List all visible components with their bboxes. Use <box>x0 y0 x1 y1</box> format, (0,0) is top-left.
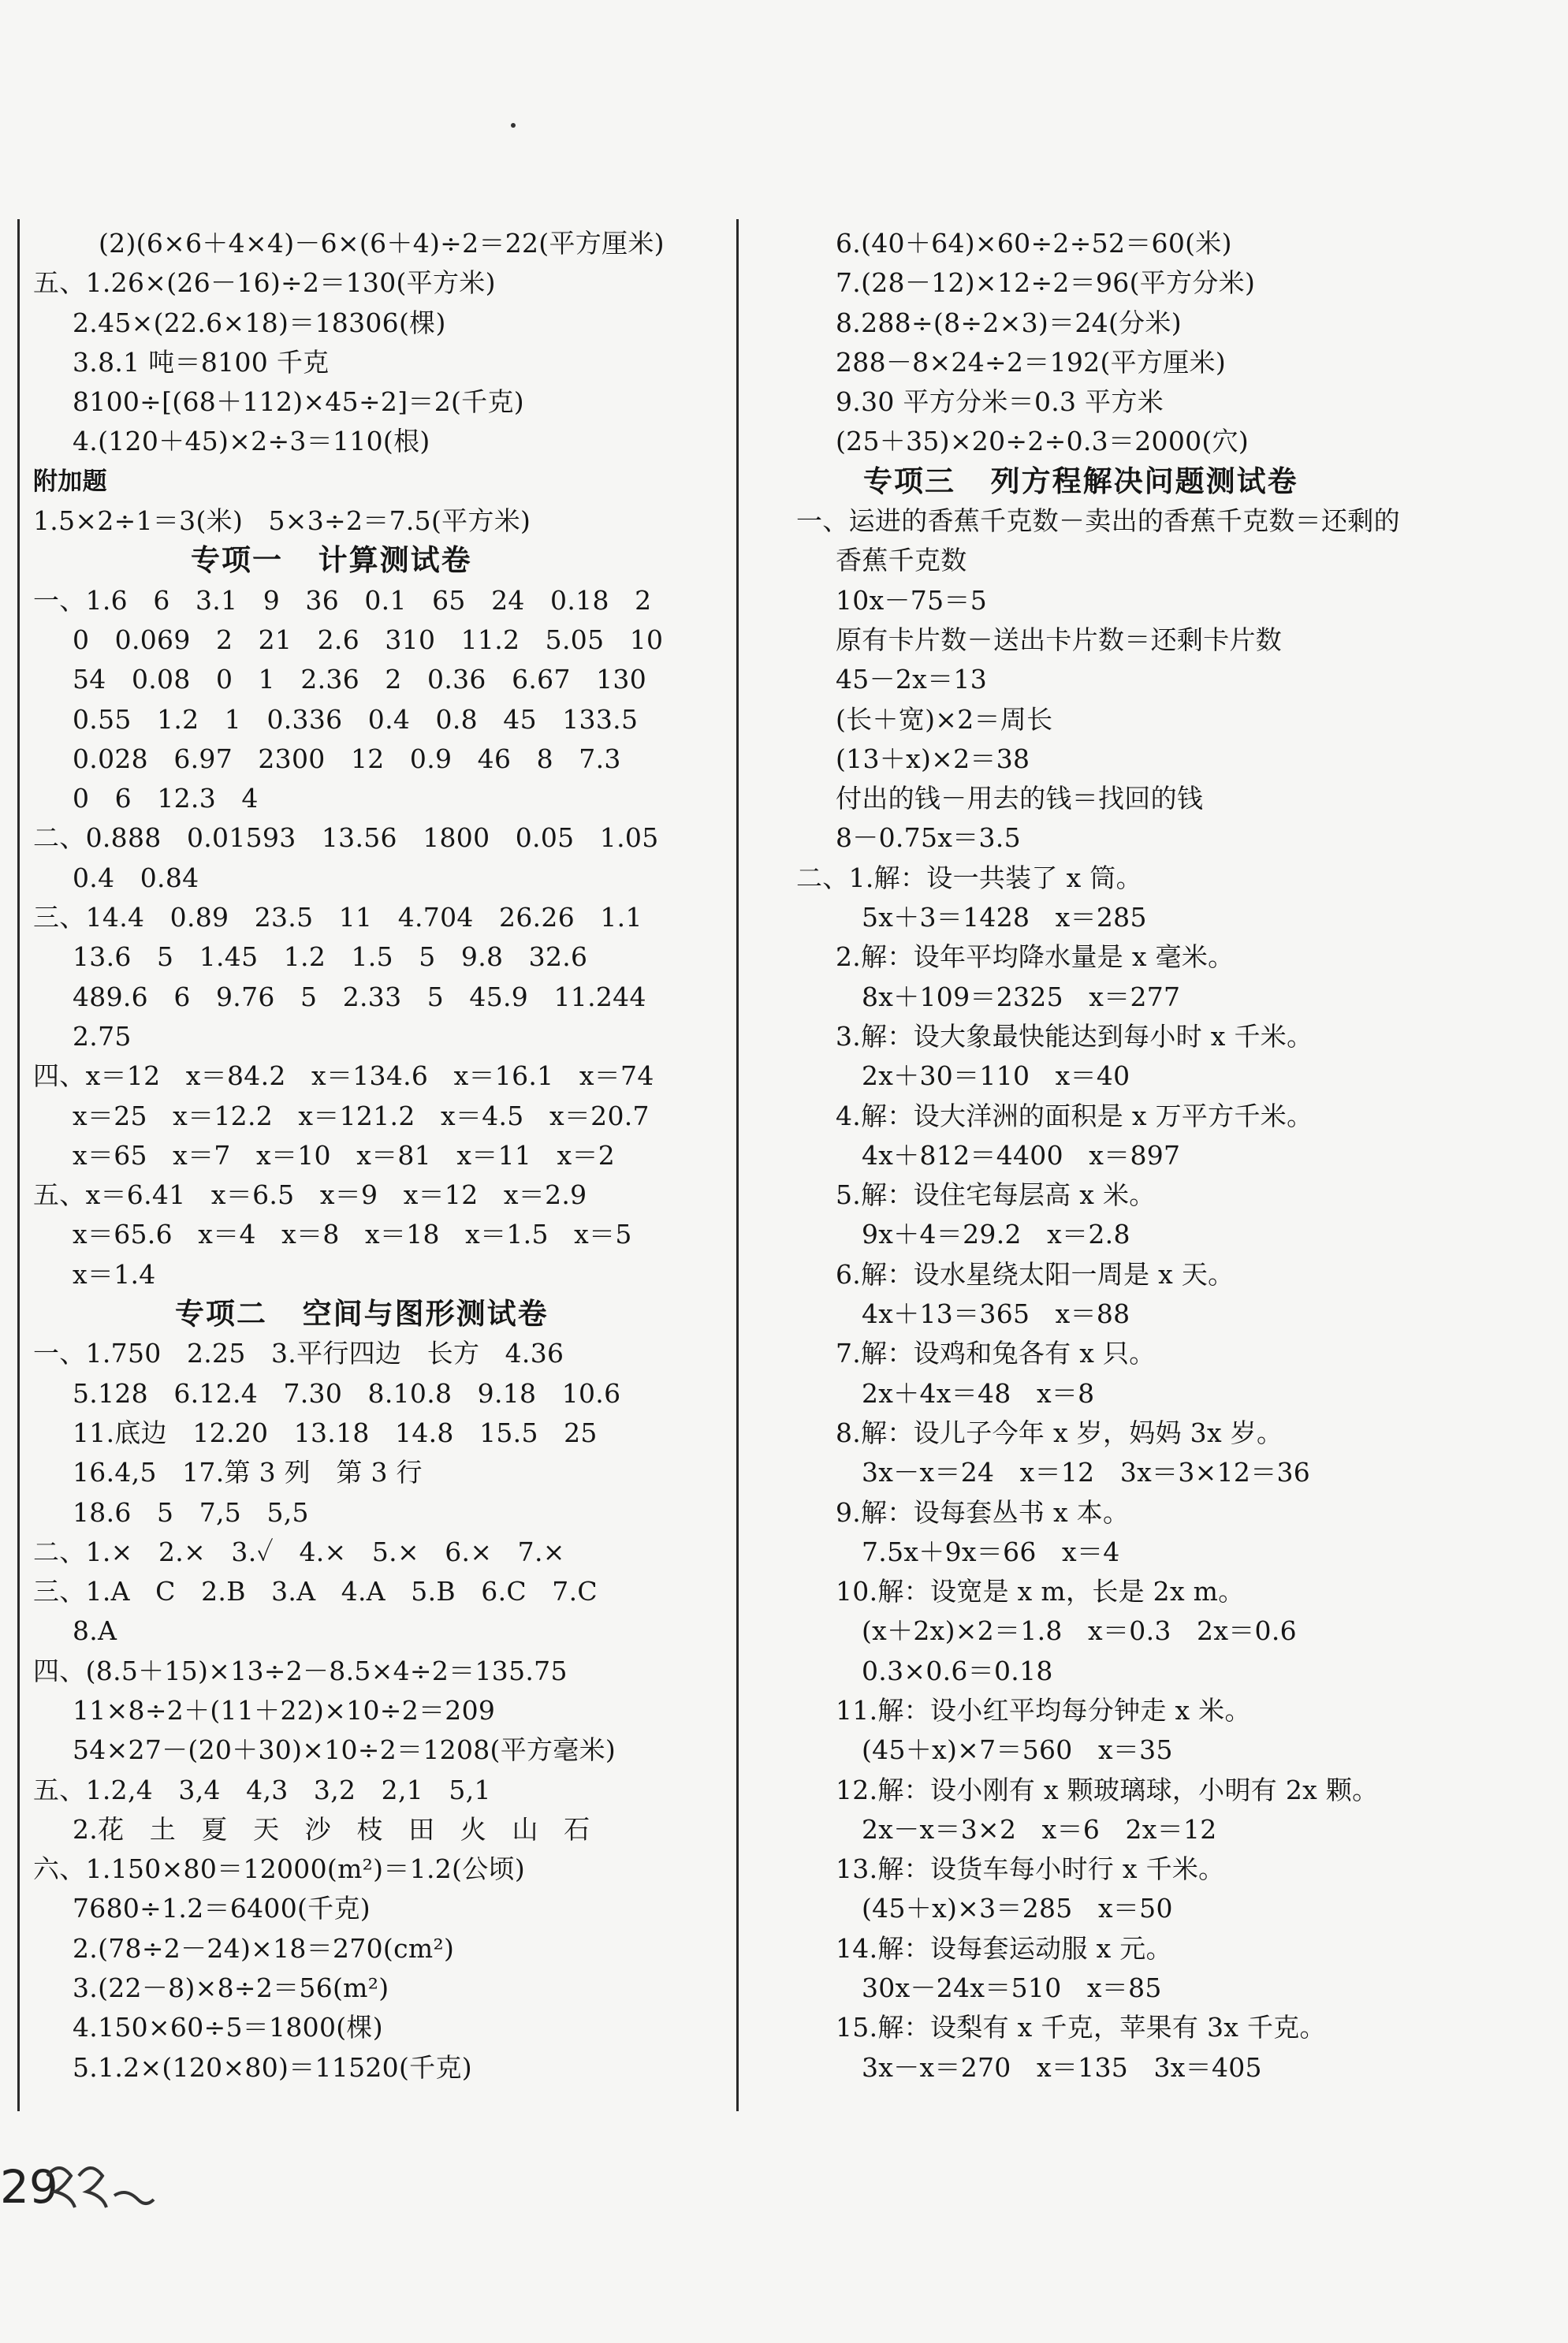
answer-line: 2x＋4x＝48 x＝8 <box>862 1377 1095 1409</box>
answer-line: 1.5×2÷1＝3(米) 5×3÷2＝7.5(平方米) <box>33 505 531 537</box>
answer-line: x＝65 x＝7 x＝10 x＝81 x＝11 x＝2 <box>73 1139 616 1171</box>
answer-line: 10.解：设宽是 x m，长是 2x m。 <box>836 1576 1245 1607</box>
answer-line: 2x＋30＝110 x＝40 <box>862 1060 1130 1092</box>
answer-line: 14.解：设每套运动服 x 元。 <box>836 1932 1172 1964</box>
answer-line: 0.028 6.97 2300 12 0.9 46 8 7.3 <box>73 743 621 774</box>
answer-line: 四、(8.5＋15)×13÷2－8.5×4÷2＝135.75 <box>33 1655 568 1686</box>
answer-line: (长＋宽)×2＝周长 <box>836 703 1053 735</box>
answer-line: 五、1.26×(26－16)÷2＝130(平方米) <box>33 267 496 299</box>
answer-line: 一、运进的香蕉千克数－卖出的香蕉千克数＝还剩的 <box>796 505 1400 537</box>
answer-line: 13.解：设货车每小时行 x 千米。 <box>836 1853 1225 1885</box>
answer-line: 54×27－(20＋30)×10÷2＝1208(平方毫米) <box>73 1734 616 1766</box>
answer-line: 11×8÷2＋(11＋22)×10÷2＝209 <box>73 1694 496 1726</box>
answer-line: 7.5x＋9x＝66 x＝4 <box>862 1536 1120 1567</box>
answer-line: 0.3×0.6＝0.18 <box>862 1655 1053 1686</box>
answer-line: 5.1.2×(120×80)＝11520(千克) <box>73 2051 472 2083</box>
page-number: 29 <box>0 2160 58 2214</box>
left-margin-rule <box>17 219 20 2111</box>
answer-line: 4.150×60÷5＝1800(棵) <box>73 2012 383 2043</box>
answer-line: 2.解：设年平均降水量是 x 毫米。 <box>836 941 1235 973</box>
answer-line: (13＋x)×2＝38 <box>836 743 1030 774</box>
answer-line: 2.75 <box>73 1020 132 1052</box>
answer-line: 30x－24x＝510 x＝85 <box>862 1972 1162 2004</box>
answer-line: 10x－75＝5 <box>836 584 987 616</box>
answer-line: 11.解：设小红平均每分钟走 x 米。 <box>836 1694 1251 1726</box>
answer-line: x＝1.4 <box>73 1258 156 1290</box>
subsection-heading: 附加题 <box>33 467 107 496</box>
answer-line: 4x＋13＝365 x＝88 <box>862 1298 1130 1330</box>
handwritten-scribble <box>39 2152 158 2223</box>
answer-line: 2x－x＝3×2 x＝6 2x＝12 <box>862 1813 1217 1845</box>
answer-line: 9.解：设每套丛书 x 本。 <box>836 1496 1130 1528</box>
answer-line: (45＋x)×3＝285 x＝50 <box>862 1893 1173 1924</box>
answer-line: (45＋x)×7＝560 x＝35 <box>862 1734 1173 1766</box>
answer-line: 9.30 平方分米＝0.3 平方米 <box>836 386 1164 418</box>
answer-line: 5x＋3＝1428 x＝285 <box>862 902 1147 933</box>
answer-line: 2.花 土 夏 天 沙 枝 田 火 山 石 <box>73 1813 590 1845</box>
answer-line: 3.(22－8)×8÷2＝56(m²) <box>73 1972 389 2004</box>
answer-line: 3x－x＝270 x＝135 3x＝405 <box>862 2051 1262 2083</box>
answer-line: 原有卡片数－送出卡片数＝还剩卡片数 <box>836 624 1283 655</box>
answer-line: 8.288÷(8÷2×3)＝24(分米) <box>836 307 1182 338</box>
answer-line: 7.(28－12)×12÷2＝96(平方分米) <box>836 267 1256 299</box>
answer-line: 一、1.6 6 3.1 9 36 0.1 65 24 0.18 2 <box>33 584 652 616</box>
answer-line: 7.解：设鸡和兔各有 x 只。 <box>836 1338 1156 1369</box>
section-heading: 专项一 计算测试卷 <box>191 543 472 578</box>
answer-line: 一、1.750 2.25 3.平行四边 长方 4.36 <box>33 1338 564 1369</box>
answer-line: 8100÷[(68＋112)×45÷2]＝2(千克) <box>73 386 524 418</box>
answer-line: 4x＋812＝4400 x＝897 <box>862 1139 1181 1171</box>
answer-line: 0 0.069 2 21 2.6 310 11.2 5.05 10 <box>73 624 664 655</box>
answer-line: 489.6 6 9.76 5 2.33 5 45.9 11.244 <box>73 981 646 1012</box>
right-column <box>796 224 1529 2088</box>
answer-line: 288－8×24÷2＝192(平方厘米) <box>836 346 1227 378</box>
answer-line: 三、1.A C 2.B 3.A 4.A 5.B 6.C 7.C <box>33 1576 598 1607</box>
answer-line: 18.6 5 7,5 5,5 <box>73 1496 309 1528</box>
answer-line: (x＋2x)×2＝1.8 x＝0.3 2x＝0.6 <box>862 1615 1297 1647</box>
answer-line: 12.解：设小刚有 x 颗玻璃球，小明有 2x 颗。 <box>836 1774 1379 1805</box>
answer-line: 4.解：设大洋洲的面积是 x 万平方千米。 <box>836 1100 1313 1131</box>
answer-line: 8x＋109＝2325 x＝277 <box>862 981 1181 1012</box>
answer-line: 三、14.4 0.89 23.5 11 4.704 26.26 1.1 <box>33 902 642 933</box>
answer-line: (2)(6×6＋4×4)－6×(6＋4)÷2＝22(平方厘米) <box>99 228 665 259</box>
stray-dot <box>511 123 516 128</box>
answer-line: 3.解：设大象最快能达到每小时 x 千米。 <box>836 1020 1313 1052</box>
answer-line: 0.55 1.2 1 0.336 0.4 0.8 45 133.5 <box>73 703 639 735</box>
answer-line: x＝65.6 x＝4 x＝8 x＝18 x＝1.5 x＝5 <box>73 1219 632 1250</box>
answer-line: 15.解：设梨有 x 千克，苹果有 3x 千克。 <box>836 2012 1326 2043</box>
section-heading: 专项二 空间与图形测试卷 <box>175 1297 549 1332</box>
left-column <box>33 224 743 2088</box>
answer-line: 四、x＝12 x＝84.2 x＝134.6 x＝16.1 x＝74 <box>33 1060 654 1092</box>
answer-line: 13.6 5 1.45 1.2 1.5 5 9.8 32.6 <box>73 941 588 973</box>
answer-line: 付出的钱－用去的钱＝找回的钱 <box>836 783 1204 814</box>
answer-line: 6.(40＋64)×60÷2÷52＝60(米) <box>836 228 1232 259</box>
answer-line: 2.45×(22.6×18)＝18306(棵) <box>73 307 446 338</box>
answer-line: 9x＋4＝29.2 x＝2.8 <box>862 1219 1130 1250</box>
answer-line: 16.4,5 17.第 3 列 第 3 行 <box>73 1457 423 1488</box>
answer-line: 11.底边 12.20 13.18 14.8 15.5 25 <box>73 1417 598 1448</box>
section-heading: 专项三 列方程解决问题测试卷 <box>863 464 1298 498</box>
answer-line: 二、1.× 2.× 3.✓ 4.× 5.× 6.× 7.× <box>33 1536 565 1567</box>
answer-line: 3.8.1 吨＝8100 千克 <box>73 346 330 378</box>
answer-line: 六、1.150×80＝12000(m²)＝1.2(公顷) <box>33 1853 525 1885</box>
answer-line: 0.4 0.84 <box>73 862 199 893</box>
answer-line: 二、0.888 0.01593 13.56 1800 0.05 1.05 <box>33 822 659 854</box>
answer-line: 二、1.解：设一共装了 x 筒。 <box>796 862 1142 893</box>
answer-line: 8.A <box>73 1615 117 1647</box>
answer-line: 8.解：设儿子今年 x 岁，妈妈 3x 岁。 <box>836 1417 1283 1448</box>
answer-line: 54 0.08 0 1 2.36 2 0.36 6.67 130 <box>73 664 647 695</box>
answer-line: 0 6 12.3 4 <box>73 783 259 814</box>
answer-line: (25＋35)×20÷2÷0.3＝2000(穴) <box>836 426 1250 457</box>
answer-line: 45－2x＝13 <box>836 664 987 695</box>
answer-line: 五、x＝6.41 x＝6.5 x＝9 x＝12 x＝2.9 <box>33 1179 587 1211</box>
answer-line: 2.(78÷2－24)×18＝270(cm²) <box>73 1932 455 1964</box>
answer-line: 香蕉千克数 <box>836 545 967 576</box>
answer-line: x＝25 x＝12.2 x＝121.2 x＝4.5 x＝20.7 <box>73 1100 650 1131</box>
answer-line: 五、1.2,4 3,4 4,3 3,2 2,1 5,1 <box>33 1774 491 1805</box>
answer-line: 7680÷1.2＝6400(千克) <box>73 1893 371 1924</box>
answer-line: 4.(120＋45)×2÷3＝110(根) <box>73 426 430 457</box>
answer-line: 5.解：设住宅每层高 x 米。 <box>836 1179 1156 1211</box>
answer-line: 5.128 6.12.4 7.30 8.10.8 9.18 10.6 <box>73 1377 621 1409</box>
answer-line: 6.解：设水星绕太阳一周是 x 天。 <box>836 1258 1235 1290</box>
answer-line: 3x－x＝24 x＝12 3x＝3×12＝36 <box>862 1457 1311 1488</box>
answer-line: 8－0.75x＝3.5 <box>836 822 1021 854</box>
